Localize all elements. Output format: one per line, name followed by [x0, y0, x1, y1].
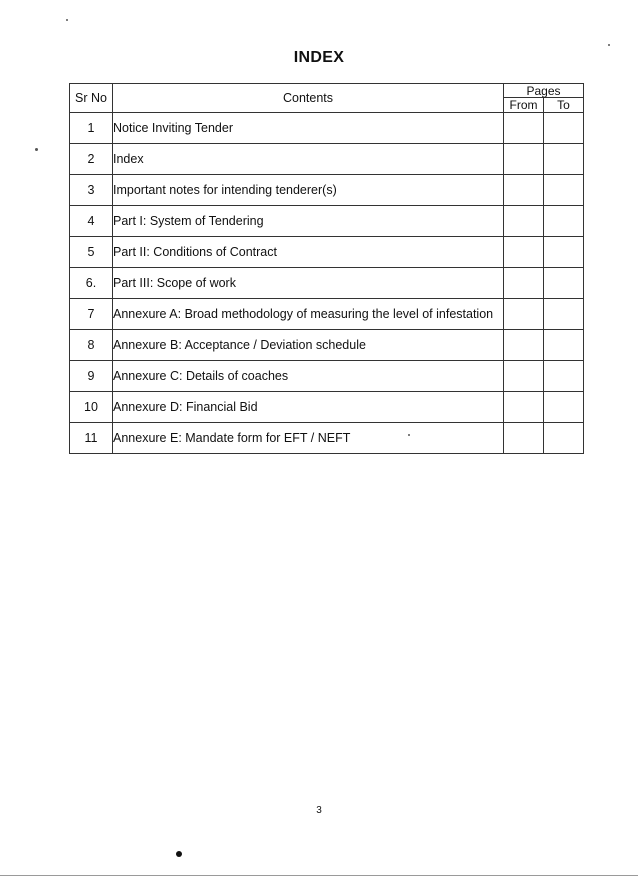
- table-row: [70, 175, 584, 206]
- from-page-cell: [504, 144, 544, 175]
- scan-speck: [608, 44, 610, 46]
- table-row: [70, 206, 584, 237]
- scan-edge-line: [0, 875, 638, 876]
- sr-no-cell: 2: [70, 144, 113, 175]
- contents-cell: Annexure E: Mandate form for EFT / NEFT: [113, 423, 504, 454]
- from-page-cell: [504, 392, 544, 423]
- header-contents: Contents: [113, 84, 504, 113]
- to-page-cell: [544, 175, 584, 206]
- table-row: [70, 299, 584, 330]
- contents-cell: Part III: Scope of work: [113, 268, 504, 299]
- sr-no-cell: 8: [70, 330, 113, 361]
- from-page-cell: [504, 113, 544, 144]
- table-row: [70, 423, 584, 454]
- sr-no-cell: 11: [70, 423, 113, 454]
- contents-cell: Annexure C: Details of coaches: [113, 361, 504, 392]
- contents-cell: Annexure B: Acceptance / Deviation schedule: [113, 330, 504, 361]
- index-table: [69, 83, 584, 454]
- scan-speck: [66, 19, 68, 21]
- to-page-cell: [544, 144, 584, 175]
- from-page-cell: [504, 268, 544, 299]
- to-page-cell: [544, 206, 584, 237]
- sr-no-cell: 7: [70, 299, 113, 330]
- contents-cell: Part II: Conditions of Contract: [113, 237, 504, 268]
- sr-no-cell: 9: [70, 361, 113, 392]
- from-page-cell: [504, 299, 544, 330]
- table-row: [70, 268, 584, 299]
- header-sr-no: Sr No: [70, 84, 113, 113]
- sr-no-cell: 10: [70, 392, 113, 423]
- from-page-cell: [504, 423, 544, 454]
- page-title: INDEX: [293, 49, 345, 66]
- header-from: From: [504, 98, 544, 113]
- header-to: To: [544, 98, 584, 113]
- sr-no-cell: 3: [70, 175, 113, 206]
- table-row: [70, 144, 584, 175]
- table-row: [70, 237, 584, 268]
- contents-cell: Annexure A: Broad methodology of measuring the level of infestation: [113, 299, 504, 330]
- to-page-cell: [544, 299, 584, 330]
- table-row: [70, 392, 584, 423]
- to-page-cell: [544, 268, 584, 299]
- sr-no-cell: 4: [70, 206, 113, 237]
- header-pages: Pages: [504, 84, 584, 98]
- sr-no-cell: 1: [70, 113, 113, 144]
- to-page-cell: [544, 392, 584, 423]
- from-page-cell: [504, 361, 544, 392]
- scan-speck: [35, 148, 38, 151]
- table-row: [70, 113, 584, 144]
- contents-cell: Annexure D: Financial Bid: [113, 392, 504, 423]
- table-row: [70, 361, 584, 392]
- page-number: 3: [316, 805, 322, 816]
- contents-cell: Important notes for intending tenderer(s): [113, 175, 504, 206]
- to-page-cell: [544, 423, 584, 454]
- contents-cell: Index: [113, 144, 504, 175]
- from-page-cell: [504, 237, 544, 268]
- to-page-cell: [544, 330, 584, 361]
- from-page-cell: [504, 206, 544, 237]
- to-page-cell: [544, 113, 584, 144]
- from-page-cell: [504, 330, 544, 361]
- to-page-cell: [544, 361, 584, 392]
- to-page-cell: [544, 237, 584, 268]
- scan-dot-mark: [176, 851, 182, 857]
- from-page-cell: [504, 175, 544, 206]
- scan-speck: [408, 434, 410, 436]
- table-row: [70, 330, 584, 361]
- sr-no-cell: 6.: [70, 268, 113, 299]
- contents-cell: Part I: System of Tendering: [113, 206, 504, 237]
- contents-cell: Notice Inviting Tender: [113, 113, 504, 144]
- sr-no-cell: 5: [70, 237, 113, 268]
